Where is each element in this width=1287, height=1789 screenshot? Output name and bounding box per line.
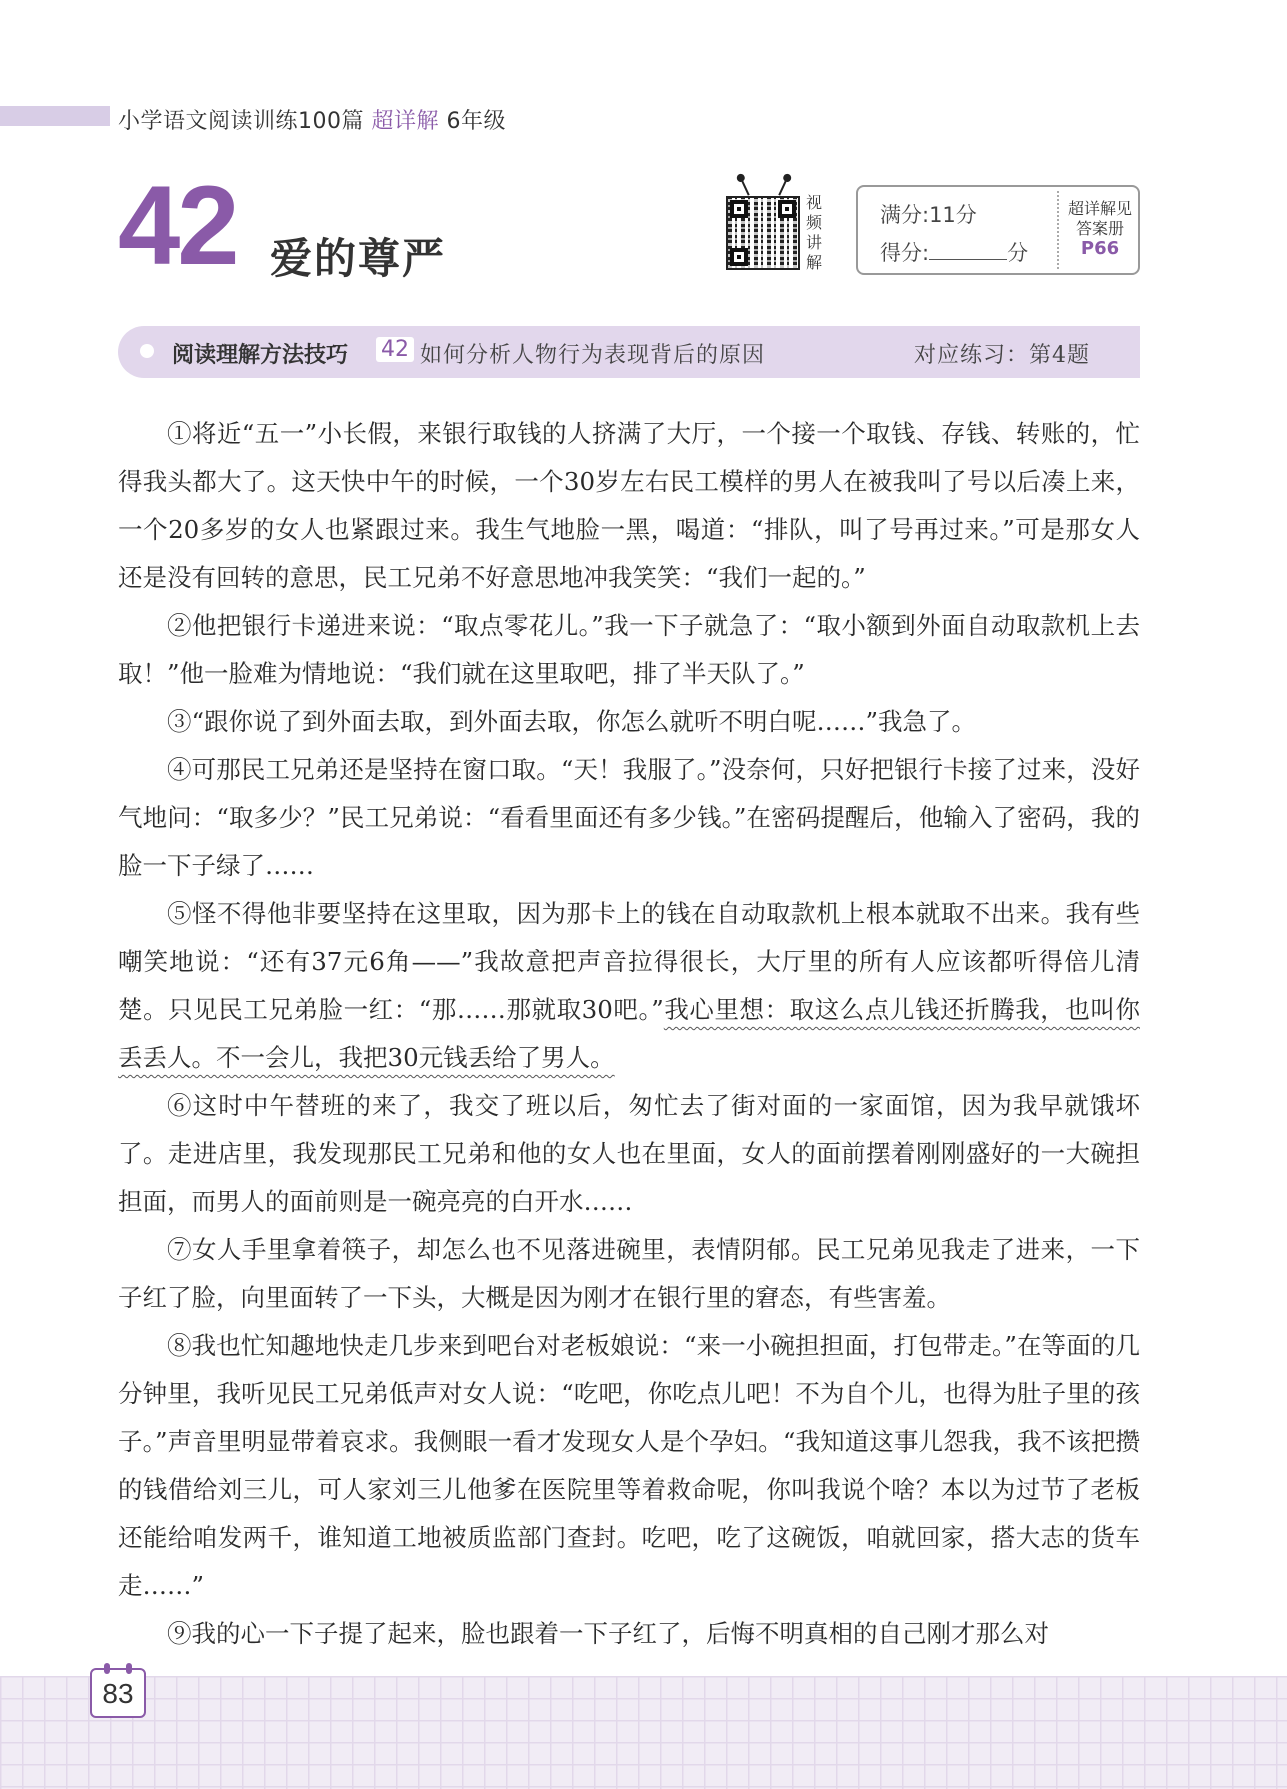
calendar-ring-icon [126,1663,132,1674]
answer-line2: 答案册 [1075,219,1124,238]
calendar-ring-icon [104,1663,110,1674]
header-accent-bar [0,106,110,126]
practice-reference: 对应练习：第4题 [914,343,1090,368]
method-banner [118,326,1140,378]
method-number: 42 [376,337,414,362]
paragraph-2: ②他把银行卡递进来说：“取点零花儿。”我一下子就急了：“取小额到外面自动取款机上去取！”他一脸难为情地说：“我们就在这里取吧，排了半天队了。” [118,611,1140,688]
bullet-icon [140,344,154,358]
antenna-icon [740,178,749,195]
paragraph-5-text: ⑤怪不得他非要坚持在这里取，因为那卡上的钱在自动取款机上根本就取不出来。我有些嘲笑地说：“还有37元6角——”我故意把声音拉得很长，大厅里的所有人应该都听得倍儿清楚。只见民工兄弟脸一红：“那……那就取30吧。” [118,899,1140,1024]
method-label: 阅读理解方法技巧 [172,343,349,368]
score-unit: 分 [1007,241,1029,265]
score-divider [1057,191,1059,269]
full-score: 满分:11分 [880,203,977,227]
footer-grid [0,1676,1287,1789]
lesson-title: 爱的尊严 [270,234,447,283]
lesson-number: 42 [118,163,237,288]
book-header [118,104,506,135]
answer-reference [1062,199,1138,259]
book-highlight: 超详解 [371,109,440,134]
paragraph-4: ④可那民工兄弟还是坚持在窗口取。“天！我服了。”没奈何，只好把银行卡接了过来，没好气地问：“取多少？”民工兄弟说：“看看里面还有多少钱。”在密码提醒后，他输入了密码，我的脸一下子绿了…… [118,755,1140,880]
score-label: 得分: [880,241,930,265]
page-number [90,1668,146,1718]
paragraph-9: ⑨我的心一下子提了起来，脸也跟着一下子红了，后悔不明真相的自己刚才那么对 [167,1619,1049,1648]
paragraph-8: ⑧我也忙知趣地快走几步来到吧台对老板娘说：“来一小碗担担面，打包带走。”在等面的几分钟里，我听见民工兄弟低声对女人说：“吃吧，你吃点儿吧！不为自个儿，也得为肚子里的孩子。”声音里明显带着哀求。我侧眼一看才发现女人是个孕妇。“我知道这事儿怨我，我不该把攒的钱借给刘三儿，可人家刘三儿他爹在医院里等着救命呢，你叫我说个啥？本以为过节了老板还能给咱发两千，谁知道工地被质监部门查封。吃吧，吃了这碗饭，咱就回家，搭大志的货车走……” [118,1331,1140,1600]
paragraph-6: ⑥这时中午替班的来了，我交了班以后，匆忙去了街对面的一家面馆，因为我早就饿坏了。走进店里，我发现那民工兄弟和他的女人也在里面，女人的面前摆着刚刚盛好的一大碗担担面，而男人的面前则是一碗亮亮的白开水…… [118,1091,1140,1216]
underlined-sentence: 我心里想：取这么点儿钱还折腾我，也叫你丢丢人。不一会儿，我把30元钱丢给了男人。 [118,995,1140,1072]
article-body [118,410,1140,1658]
video-lecture-label: 视频讲解 [806,193,823,272]
score-box [856,185,1140,275]
book-grade: 6年级 [446,109,507,134]
antenna-icon [778,178,787,195]
page-number-text: 83 [102,1678,134,1709]
score-field [880,237,1028,267]
answer-line1: 超详解见 [1067,199,1132,218]
book-title: 小学语文阅读训练100篇 [118,109,364,134]
paragraph-7: ⑦女人手里拿着筷子，却怎么也不见落进碗里，表情阴郁。民工兄弟见我走了进来，一下子红了脸，向里面转了一下头，大概是因为刚才在银行里的窘态，有些害羞。 [118,1235,1140,1312]
paragraph-5 [118,890,1140,1082]
method-description: 如何分析人物行为表现背后的原因 [420,343,766,368]
paragraph-3: ③“跟你说了到外面去取，到外面去取，你怎么就听不明白呢……”我急了。 [167,707,977,736]
answer-page: P66 [1080,238,1120,259]
qr-code-icon[interactable] [726,196,800,270]
score-blank[interactable] [929,241,1007,260]
paragraph-1: ①将近“五一”小长假，来银行取钱的人挤满了大厅，一个接一个取钱、存钱、转账的，忙得我头都大了。这天快中午的时候，一个30岁左右民工模样的男人在被我叫了号以后凑上来，一个20多岁的女人也紧跟过来。我生气地脸一黑，喝道：“排队，叫了号再过来。”可是那女人还是没有回转的意思，民工兄弟不好意思地冲我笑笑：“我们一起的。” [118,419,1140,592]
